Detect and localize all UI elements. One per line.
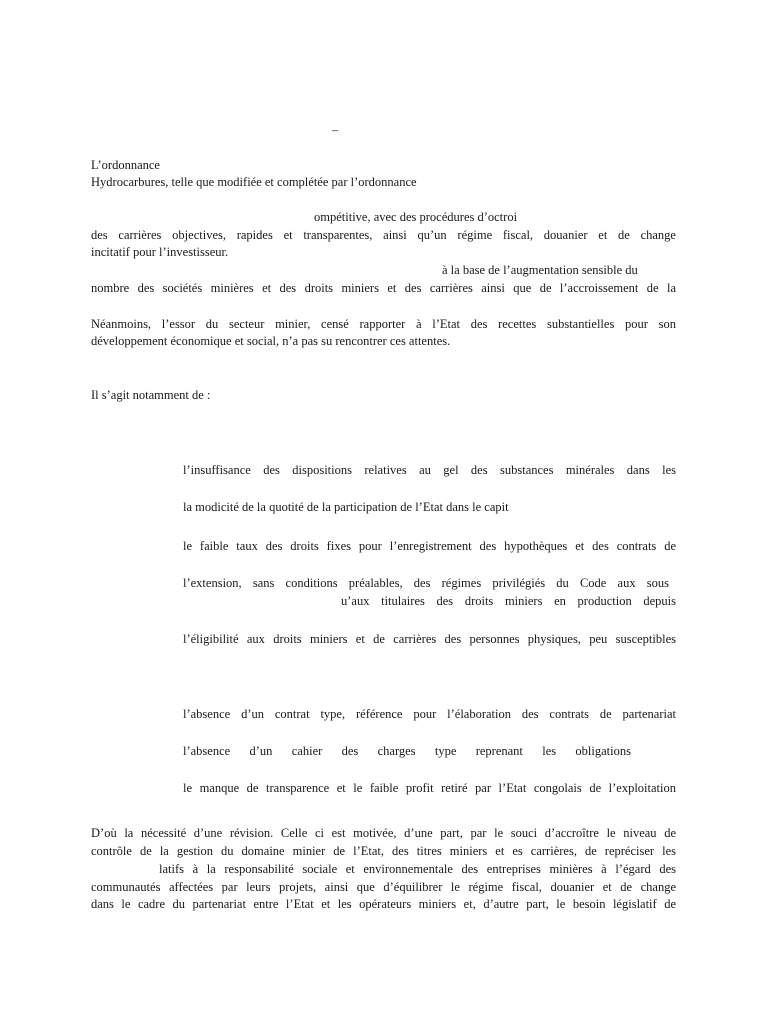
list-item: la modicité de la quotité de la participation de l’Etat dans le capit — [183, 500, 509, 514]
intro-line-6: à la base de l’augmentation sensible du — [442, 263, 638, 277]
list-intro: Il s’agit notamment de : — [91, 388, 211, 402]
conclusion-line-3: latifs à la responsabilité sociale et environnementale des entreprises minières à l’égard des — [159, 862, 676, 876]
list-item: l’extension, sans conditions préalables, des régimes privilégiés du Code aux sous — [183, 576, 669, 590]
intro-line-4: des carrières objectives, rapides et transparentes, ainsi qu’un régime fiscal, douanier et de change — [91, 228, 676, 242]
intro-line-5: incitatif pour l’investisseur. — [91, 245, 229, 259]
neanmoins-line-1: Néanmoins, l’essor du secteur minier, censé rapporter à l’Etat des recettes substantielles pour son — [91, 317, 676, 331]
list-item: l’insuffisance des dispositions relatives au gel des substances minérales dans les — [183, 463, 676, 477]
intro-line-2: Hydrocarbures, telle que modifiée et complétée par l’ordonnance — [91, 175, 417, 189]
intro-line-7: nombre des sociétés minières et des droits miniers et des carrières ainsi que de l’accroissement de la — [91, 281, 676, 295]
neanmoins-line-2: développement économique et social, n’a pas su rencontrer ces attentes. — [91, 334, 451, 348]
list-item: l’absence d’un contrat type, référence pour l’élaboration des contrats de partenariat — [183, 707, 676, 721]
list-item-continuation: u’aux titulaires des droits miniers en production depuis — [341, 594, 676, 608]
intro-line-1: L’ordonnance — [91, 158, 160, 172]
list-item: le faible taux des droits fixes pour l’enregistrement des hypothèques et des contrats de — [183, 539, 676, 553]
conclusion-line-2: contrôle de la gestion du domaine minier de l’Etat, des titres miniers et es carrières, de repréciser les — [91, 844, 676, 858]
list-item: l’absence d’un cahier des charges type reprenant les obligations — [183, 744, 631, 758]
list-item: l’éligibilité aux droits miniers et de carrières des personnes physiques, peu susceptibles — [183, 632, 676, 646]
conclusion-line-1: D’où la nécessité d’une révision. Celle ci est motivée, d’une part, par le souci d’accroître le niveau de — [91, 826, 676, 840]
conclusion-line-5: dans le cadre du partenariat entre l’Etat et les opérateurs miniers et, d’autre part, le besoin législatif de — [91, 897, 676, 911]
conclusion-line-4: communautés affectées par leurs projets, ainsi que d’équilibrer le régime fiscal, douanier et de change — [91, 880, 676, 894]
title-dash: – — [332, 123, 339, 137]
list-item: le manque de transparence et le faible profit retiré par l’Etat congolais de l’exploitation — [183, 781, 676, 795]
intro-line-3: ompétitive, avec des procédures d’octroi — [314, 210, 518, 224]
